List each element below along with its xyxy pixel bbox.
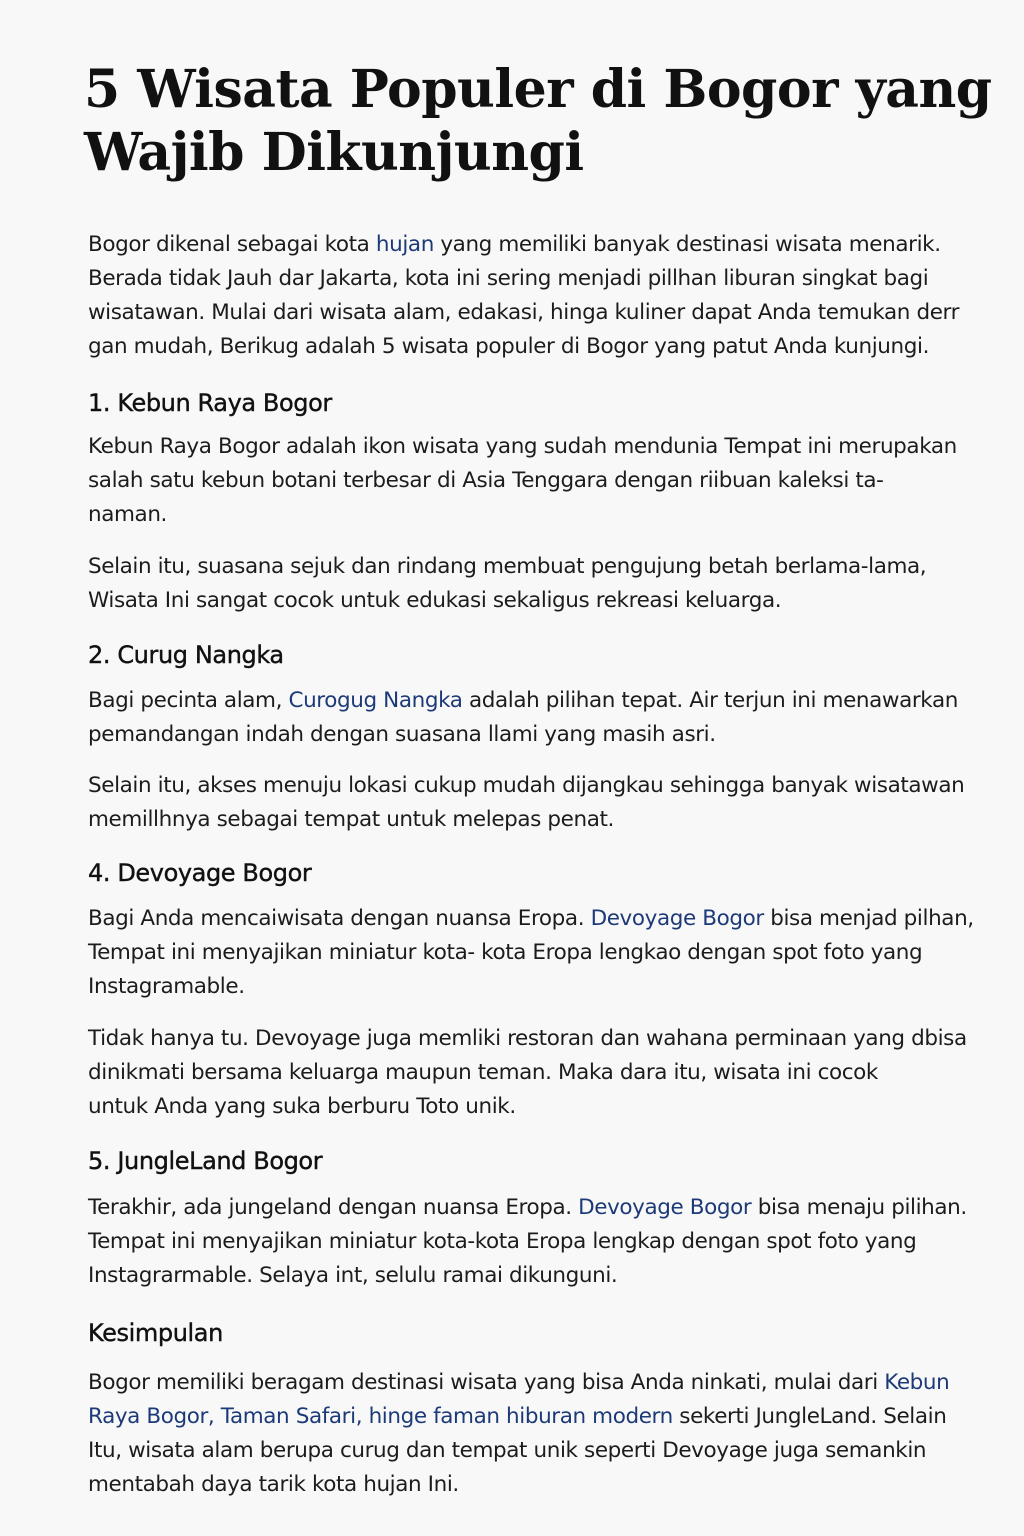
paragraph-line: naman. (88, 502, 167, 527)
article-title-line-2: Wajib Dikunjungi (84, 122, 584, 183)
article-title (84, 58, 992, 184)
paragraph-line (88, 1366, 948, 1400)
article-title-line-1: 5 Wisata Populer di Bogor yang (84, 59, 992, 120)
paragraph-text: Bagi pecinta alam, (88, 688, 289, 713)
section-heading-curug-nangka: 2. Curug Nangka (88, 641, 284, 669)
paragraph-line: Instagrarmable. Selaya int, selulu ramai dikunguni. (88, 1263, 618, 1288)
section-heading-kesimpulan: Kesimpulan (88, 1319, 223, 1347)
paragraph-line: Tempat ini menyajikan miniatur kota- kota Eropa lengkao dengan spot foto yang (88, 940, 923, 965)
intro-line-4: gan mudah, Berikug adalah 5 wisata populer di Bogor yang patut Anda kunjungi. (88, 334, 930, 359)
paragraph-line: pemandangan indah dengan suasana llami yang masih asri. (88, 722, 716, 747)
paragraph-line: salah satu kebun botani terbesar di Asia Tenggara dengan riibuan kaleksi ta- (88, 468, 884, 493)
intro-line-2: Berada tidak Jauh dar Jakarta, kota ini sering menjadi pillhan liburan singkat bagi (88, 266, 929, 291)
link-devoyage-bogor[interactable]: Devoyage Bogor (590, 906, 764, 931)
paragraph-line: Kebun Raya Bogor adalah ikon wisata yang sudah mendunia Tempat ini merupakan (88, 434, 957, 459)
link-devoyage-bogor-2[interactable]: Devoyage Bogor (578, 1195, 752, 1220)
section-heading-devoyage: 4. Devoyage Bogor (88, 859, 312, 887)
paragraph-line: Wisata Ini sangat cocok untuk edukasi sekaligus rekreasi keluarga. (88, 588, 782, 613)
paragraph-line (88, 684, 958, 718)
paragraph-text: adalah pilihan tepat. Air terjun ini menawarkan (462, 688, 958, 713)
intro-text: yang memiliki banyak destinasi wisata menarik. (433, 232, 941, 257)
link-destinations[interactable]: Raya Bogor, Taman Safari, hinge faman hiburan modern (88, 1404, 673, 1429)
intro-line-1 (88, 228, 948, 262)
section-kebun-raya-paragraph-1 (88, 430, 957, 532)
section-curug-nangka-paragraph-2 (88, 769, 965, 837)
paragraph-line: Instagramable. (88, 974, 245, 999)
link-curug-nangka[interactable]: Curogug Nangka (288, 688, 463, 713)
paragraph-line (88, 902, 974, 936)
paragraph-text: bisa menjad pilhan, (763, 906, 974, 931)
section-devoyage-paragraph-2 (88, 1022, 967, 1124)
intro-line-3: wisatawan. Mulai dari wisata alam, edakasi, hinga kuliner dapat Anda temukan derr (88, 300, 960, 325)
paragraph-line: Selain itu, suasana sejuk dan rindang membuat pengujung betah berlama-lama, (88, 554, 927, 579)
intro-text: Bogor dikenal sebagai kota (88, 232, 376, 257)
conclusion-paragraph (88, 1366, 948, 1502)
intro-paragraph (88, 228, 960, 364)
section-heading-jungleland: 5. JungleLand Bogor (88, 1147, 323, 1175)
paragraph-line: Tidak hanya tu. Devoyage juga memliki restoran dan wahana perminaan yang dbisa (88, 1026, 967, 1051)
section-kebun-raya-paragraph-2 (88, 550, 948, 618)
paragraph-line (88, 1400, 948, 1434)
section-heading-kebun-raya: 1. Kebun Raya Bogor (88, 389, 332, 417)
section-curug-nangka-paragraph-1 (88, 684, 958, 752)
paragraph-text: Bagi Anda mencaiwisata dengan nuansa Eropa. (88, 906, 591, 931)
paragraph-line: memillhnya sebagai tempat untuk melepas penat. (88, 807, 614, 832)
paragraph-text: Terakhir, ada jungeland dengan nuansa Eropa. (88, 1195, 579, 1220)
link-hujan[interactable]: hujan (375, 232, 434, 257)
paragraph-line: mentabah daya tarik kota hujan Ini. (88, 1472, 459, 1497)
paragraph-line: Itu, wisata alam berupa curug dan tempat unik seperti Devoyage juga semankin (88, 1438, 927, 1463)
section-jungleland-paragraph-1 (88, 1191, 967, 1293)
section-devoyage-paragraph-1 (88, 902, 974, 1004)
paragraph-text: sekerti JungleLand. Selain (672, 1404, 947, 1429)
paragraph-line: Selain itu, akses menuju lokasi cukup mudah dijangkau sehingga banyak wisatawan (88, 773, 965, 798)
paragraph-line (88, 1191, 967, 1225)
paragraph-text: bisa menaju pilihan. (751, 1195, 967, 1220)
link-kebun-raya-bogor[interactable]: Kebun (884, 1370, 950, 1395)
paragraph-text: Bogor memiliki beragam destinasi wisata yang bisa Anda ninkati, mulai dari (88, 1370, 885, 1395)
paragraph-line: untuk Anda yang suka berburu Toto unik. (88, 1094, 516, 1119)
paragraph-line: dinikmati bersama keluarga maupun teman. Maka dara itu, wisata ini cocok (88, 1060, 878, 1085)
paragraph-line: Tempat ini menyajikan miniatur kota-kota Eropa lengkap dengan spot foto yang (88, 1229, 917, 1254)
